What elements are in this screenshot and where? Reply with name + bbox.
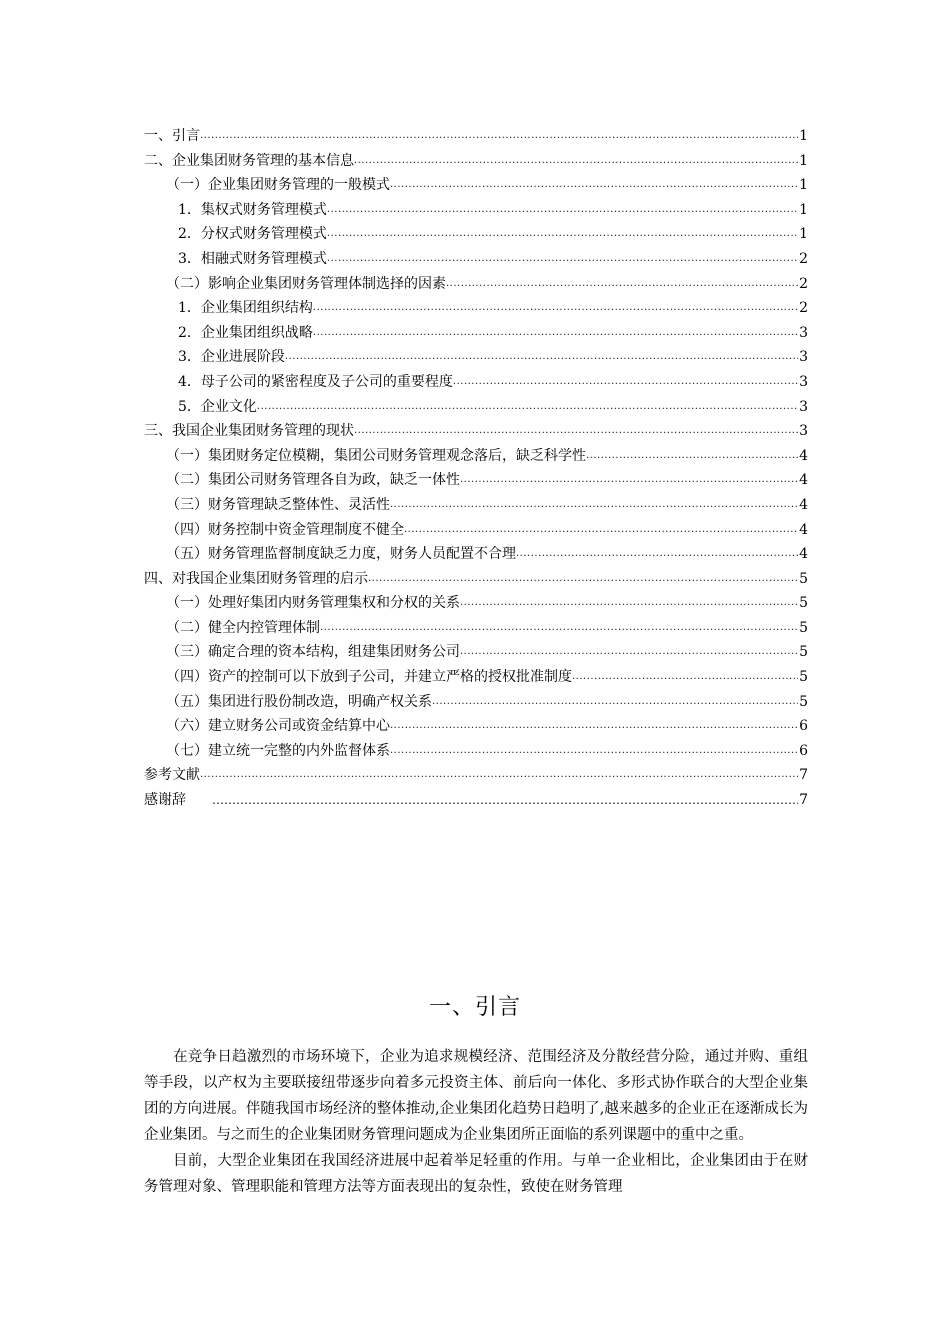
toc-entry-page: 1: [799, 177, 808, 194]
toc-entry-page: 2: [799, 300, 808, 317]
toc-entry[interactable]: [144, 665, 808, 690]
toc-entry-page: 3: [799, 398, 808, 415]
toc-leader-dots: [354, 149, 798, 174]
toc-entry-label: （三）确定合理的资本结构，组建集团财务公司: [166, 644, 460, 661]
body-paragraph: 在竞争日趋激烈的市场环境下，企业为追求规模经济、范围经济及分散经营分险，通过并购、重组等手段，以产权为主要联接纽带逐步向着多元投资主体、前后向一体化、多形式协作联合的大型企业集团的方向进展。伴随我国市场经济的整体推动,企业集团化趋势日趋明了,越来越多的企业正在逐渐成长为企业集团。与之而生的企业集团财务管理问题成为企业集团所正面临的系列课题中的重中之重。: [144, 1049, 808, 1143]
toc-leader-dots: [320, 616, 798, 641]
toc-leader-dots: [446, 272, 798, 297]
section-heading: 一、引言: [428, 995, 521, 1020]
body-paragraph: 目前，大型企业集团在我国经济进展中起着举足轻重的作用。与单一企业相比，企业集团由于在财务管理对象、管理职能和管理方法等方面表现出的复杂性，致使在财务管理: [144, 1153, 808, 1195]
toc-entry-label: 1．企业集团组织结构: [178, 300, 313, 317]
toc-entry[interactable]: [144, 788, 808, 813]
toc-entry-page: 7: [799, 792, 808, 809]
toc-entry-page: 5: [799, 619, 808, 636]
toc-entry-page: 4: [799, 496, 808, 513]
toc-entry-label: 2．企业集团组织战略: [178, 324, 313, 341]
toc-leader-dots: [453, 370, 798, 395]
table-of-contents: [144, 124, 808, 813]
section-body: [144, 1044, 808, 1200]
toc-entry[interactable]: [144, 247, 808, 272]
toc-entry[interactable]: [144, 296, 808, 321]
toc-entry-label: （二）集团公司财务管理各自为政，缺乏一体性: [166, 472, 460, 489]
toc-entry-page: 3: [799, 373, 808, 390]
toc-entry[interactable]: [144, 542, 808, 567]
toc-entry[interactable]: [144, 321, 808, 346]
toc-entry[interactable]: [144, 149, 808, 174]
toc-leader-dots: [257, 395, 798, 420]
toc-entry-label: 5．企业文化: [178, 398, 257, 415]
toc-leader-dots: [200, 124, 798, 149]
toc-entry[interactable]: [144, 272, 808, 297]
toc-entry[interactable]: [144, 395, 808, 420]
toc-leader-dots: [432, 690, 798, 715]
toc-entry-label: 四、对我国企业集团财务管理的启示: [144, 570, 368, 587]
toc-entry-page: 1: [799, 226, 808, 243]
toc-entry[interactable]: [144, 468, 808, 493]
toc-entry-page: 2: [799, 250, 808, 267]
toc-leader-dots: [390, 739, 798, 764]
toc-leader-dots: [516, 542, 798, 567]
toc-entry[interactable]: [144, 591, 808, 616]
toc-leader-dots: [460, 468, 798, 493]
toc-leader-dots: [390, 173, 798, 198]
toc-entry-page: 4: [799, 546, 808, 563]
toc-entry[interactable]: [144, 124, 808, 149]
toc-entry-label: 3．相融式财务管理模式: [178, 250, 327, 267]
toc-leader-dots: [200, 763, 798, 788]
toc-entry-label: 三、我国企业集团财务管理的现状: [144, 423, 354, 440]
toc-entry-label: （七）建立统一完整的内外监督体系: [166, 742, 390, 759]
toc-leader-dots: [212, 788, 798, 813]
toc-entry-page: 5: [799, 669, 808, 686]
toc-entry-page: 5: [799, 595, 808, 612]
toc-entry-page: 3: [799, 423, 808, 440]
toc-entry[interactable]: [144, 444, 808, 469]
toc-entry[interactable]: [144, 640, 808, 665]
toc-entry-page: 4: [799, 521, 808, 538]
toc-entry[interactable]: [144, 345, 808, 370]
toc-entry[interactable]: [144, 763, 808, 788]
toc-leader-dots: [586, 444, 798, 469]
toc-entry-page: 1: [799, 201, 808, 218]
toc-entry-page: 2: [799, 275, 808, 292]
toc-entry[interactable]: [144, 493, 808, 518]
toc-entry-page: 5: [799, 644, 808, 661]
toc-entry-label: 一、引言: [144, 128, 200, 144]
toc-entry-page: 6: [799, 718, 808, 735]
toc-entry-page: 5: [799, 693, 808, 710]
toc-entry[interactable]: [144, 518, 808, 543]
toc-entry-label: （一）处理好集团内财务管理集权和分权的关系: [166, 595, 460, 612]
toc-entry-label: 感谢辞: [144, 792, 186, 809]
toc-entry-label: 3．企业进展阶段: [178, 349, 285, 366]
toc-leader-dots: [313, 296, 798, 321]
toc-entry-label: （二）健全内控管理体制: [166, 619, 320, 636]
toc-entry-page: 4: [799, 472, 808, 489]
toc-entry[interactable]: [144, 567, 808, 592]
toc-entry-page: 1: [799, 128, 808, 144]
toc-leader-dots: [460, 591, 798, 616]
toc-entry[interactable]: [144, 616, 808, 641]
toc-leader-dots: [327, 198, 798, 223]
toc-entry-label: 1．集权式财务管理模式: [178, 201, 327, 218]
toc-leader-dots: [404, 518, 798, 543]
toc-entry[interactable]: [144, 370, 808, 395]
toc-leader-dots: [368, 567, 798, 592]
toc-entry-label: 二、企业集团财务管理的基本信息: [144, 152, 354, 169]
toc-entry-page: 3: [799, 349, 808, 366]
toc-entry-page: 6: [799, 742, 808, 759]
toc-leader-dots: [390, 714, 798, 739]
toc-entry[interactable]: [144, 222, 808, 247]
toc-leader-dots: [327, 247, 798, 272]
toc-entry-label: （六）建立财务公司或资金结算中心: [166, 718, 390, 735]
toc-entry[interactable]: [144, 173, 808, 198]
toc-leader-dots: [327, 222, 798, 247]
toc-leader-dots: [572, 665, 798, 690]
toc-entry-label: （五）财务管理监督制度缺乏力度，财务人员配置不合理: [166, 546, 516, 563]
toc-entry-label: （一）集团财务定位模糊，集团公司财务管理观念落后，缺乏科学性: [166, 447, 586, 464]
toc-entry-label: （四）财务控制中资金管理制度不健全: [166, 521, 404, 538]
toc-entry-page: 4: [799, 447, 808, 464]
toc-entry-label: 2．分权式财务管理模式: [178, 226, 327, 243]
toc-leader-dots: [460, 640, 798, 665]
toc-entry[interactable]: [144, 198, 808, 223]
toc-entry-page: 5: [799, 570, 808, 587]
toc-leader-dots: [390, 493, 798, 518]
toc-entry[interactable]: [144, 714, 808, 739]
toc-entry[interactable]: [144, 690, 808, 715]
toc-entry[interactable]: [144, 419, 808, 444]
toc-entry-page: 3: [799, 324, 808, 341]
toc-leader-dots: [313, 321, 798, 346]
toc-entry-page: 1: [799, 152, 808, 169]
toc-entry-label: （二）影响企业集团财务管理体制选择的因素: [166, 275, 446, 292]
toc-entry-label: 4．母子公司的紧密程度及子公司的重要程度: [178, 373, 453, 390]
toc-entry[interactable]: [144, 739, 808, 764]
toc-entry-label: 参考文献: [144, 767, 200, 784]
toc-entry-label: （三）财务管理缺乏整体性、灵活性: [166, 496, 390, 513]
toc-entry-label: （四）资产的控制可以下放到子公司，并建立严格的授权批准制度: [166, 669, 572, 686]
toc-leader-dots: [354, 419, 798, 444]
toc-entry-label: （五）集团进行股份制改造，明确产权关系: [166, 693, 432, 710]
toc-leader-dots: [285, 345, 798, 370]
toc-entry-label: （一）企业集团财务管理的一般模式: [166, 177, 390, 194]
toc-entry-page: 7: [799, 767, 808, 784]
